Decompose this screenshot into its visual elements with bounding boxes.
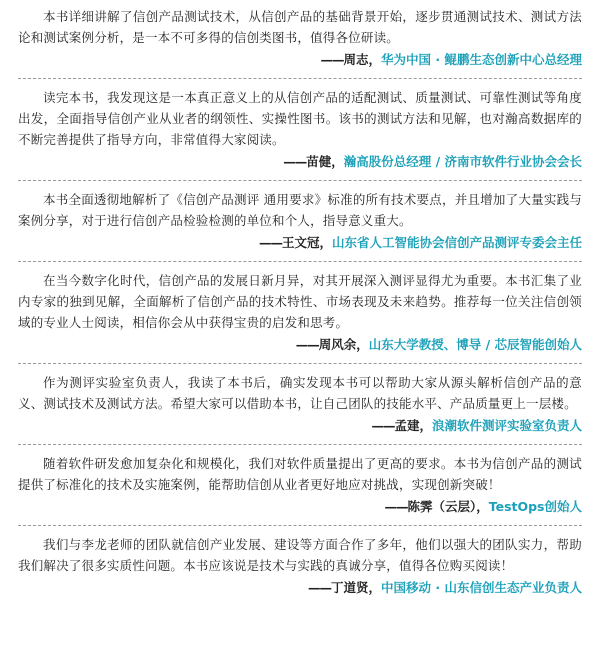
reviewer-name: 周志， — [343, 52, 382, 67]
reviewer-name: 苗健， — [306, 154, 344, 169]
review-text: 随着软件研发愈加复杂化和规模化，我们对软件质量提出了更高的要求。本书为信创产品的测试提供了标准化的技术及实施案例，能帮助信创从业者更好地应对挑战，实现创新突破！ — [18, 456, 582, 492]
attribution-dash: —— — [308, 580, 332, 595]
reviewer-title: TestOps创始人 — [488, 499, 582, 514]
review-attribution — [18, 49, 582, 71]
review-text: 读完本书，我发现这是一本真正意义上的从信创产品的适配测试、质量测试、可靠性测试等角度出发，全面指导信创产业从业者的纲领性、实操性图书。该书的测试方法和见解，也对瀚高数据库的不断完善提供了指导方向，非常值得大家阅读。 — [18, 90, 582, 147]
review-3 — [18, 189, 582, 254]
review-5 — [18, 372, 582, 437]
reviewer-name: 陈霁（云层）， — [407, 499, 489, 514]
review-attribution — [18, 232, 582, 254]
review-attribution — [18, 577, 582, 599]
reviewer-title: 山东大学教授、博导 / 芯辰智能创始人 — [368, 337, 582, 352]
reviewer-title: 中国移动 · 山东信创生态产业负责人 — [381, 580, 582, 595]
review-6 — [18, 453, 582, 518]
review-text: 作为测评实验室负责人，我读了本书后，确实发现本书可以帮助大家从源头解析信创产品的意义、测试技术及测试方法。希望大家可以借助本书，让自己团队的技能水平、产品质量更上一层楼。 — [18, 375, 582, 411]
review-text: 在当今数字化时代，信创产品的发展日新月异，对其开展深入测评显得尤为重要。本书汇集了业内专家的独到见解，全面解析了信创产品的技术特性、市场表现及未来趋势。推荐每一位关注信创领域的专业人士阅读，相信你会从中获得宝贵的启发和思考。 — [18, 273, 582, 330]
review-attribution — [18, 496, 582, 518]
review-2 — [18, 87, 582, 173]
review-attribution — [18, 415, 582, 437]
reviewer-name: 丁道贤， — [331, 580, 382, 595]
reviewer-title: 华为中国 · 鲲鹏生态创新中心总经理 — [381, 52, 582, 67]
reviewer-name: 周风余， — [318, 337, 369, 352]
attribution-dash: —— — [320, 52, 344, 67]
review-text: 本书全面透彻地解析了《信创产品测评 通用要求》标准的所有技术要点，并且增加了大量实践与案例分享，对于进行信创产品检验检测的单位和个人，指导意义重大。 — [18, 192, 582, 228]
attribution-dash: —— — [384, 499, 408, 514]
reviewer-title: 山东省人工智能协会信创产品测评专委会主任 — [331, 235, 582, 250]
separator — [18, 78, 582, 79]
reviewer-title: 瀚高股份总经理 / 济南市软件行业协会会长 — [343, 154, 582, 169]
review-4 — [18, 270, 582, 356]
attribution-dash: —— — [295, 337, 319, 352]
reviewer-name: 王文冠， — [281, 235, 332, 250]
attribution-dash: —— — [258, 235, 282, 250]
separator — [18, 261, 582, 262]
separator — [18, 363, 582, 364]
review-attribution — [18, 151, 582, 173]
reviewer-title: 浪潮软件测评实验室负责人 — [431, 418, 582, 433]
attribution-dash: —— — [283, 154, 307, 169]
review-1 — [18, 6, 582, 71]
review-attribution — [18, 334, 582, 356]
review-7 — [18, 534, 582, 599]
separator — [18, 180, 582, 181]
attribution-dash: —— — [371, 418, 395, 433]
review-text: 本书详细讲解了信创产品测试技术，从信创产品的基础背景开始，逐步贯通测试技术、测试方法论和测试案例分析，是一本不可多得的信创类图书，值得各位研读。 — [18, 9, 582, 45]
review-text: 我们与李龙老师的团队就信创产业发展、建设等方面合作了多年，他们以强大的团队实力，帮助我们解决了很多实质性问题。本书应该说是技术与实践的真诚分享，值得各位购买阅读！ — [18, 537, 582, 573]
separator — [18, 525, 582, 526]
reviewer-name: 孟建， — [394, 418, 432, 433]
separator — [18, 444, 582, 445]
